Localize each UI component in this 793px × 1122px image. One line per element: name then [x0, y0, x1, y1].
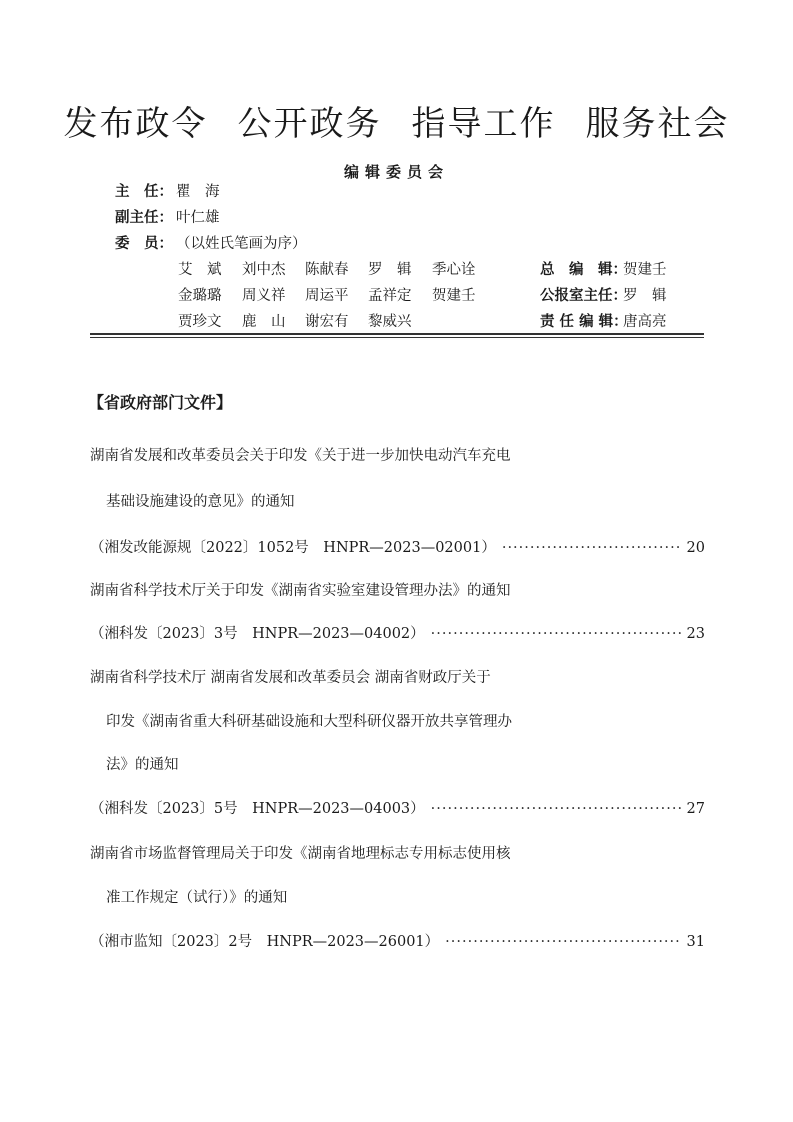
toc-entry-title[interactable]: 印发《湖南省重大科研基础设施和大型科研仪器开放共享管理办: [106, 714, 512, 730]
toc-entry-title[interactable]: 湖南省市场监督管理局关于印发《湖南省地理标志专用标志使用核: [90, 846, 511, 862]
member-name: 贺建壬: [432, 288, 476, 304]
member-name: 周运平: [305, 288, 349, 304]
motto-phrase: 发布政令: [63, 104, 208, 144]
member-name: 黎威兴: [368, 314, 412, 330]
chief-editor-name: 贺建壬: [623, 262, 667, 278]
toc-entry-number-line[interactable]: [90, 930, 705, 951]
member-name: 陈献春: [305, 262, 349, 278]
toc-entry-title[interactable]: 基础设施建设的意见》的通知: [106, 494, 295, 510]
responsible-editor-label: 责 任 编 辑：: [540, 314, 628, 330]
toc-doc-number: （湘科发〔2023〕5号 HNPR—2023—04003）: [90, 801, 425, 817]
toc-page-number: 20: [686, 540, 705, 556]
member-name: 金璐璐: [178, 288, 222, 304]
member-name: 季心诠: [432, 262, 476, 278]
responsible-editor-name: 唐高亮: [623, 314, 667, 330]
motto-phrase: 指导工作: [411, 104, 556, 144]
dot-leader: [502, 540, 681, 556]
masthead-motto: [0, 96, 793, 145]
divider-rule: [90, 337, 704, 338]
toc-doc-number: （湘科发〔2023〕3号 HNPR—2023—04002）: [90, 626, 425, 642]
deputy-director-label: 副主任：: [115, 210, 173, 226]
member-name: 艾 斌: [178, 262, 222, 278]
toc-entry-title[interactable]: 湖南省发展和改革委员会关于印发《关于进一步加快电动汽车充电: [90, 448, 511, 464]
member-name: 鹿 山: [242, 314, 286, 330]
director-name: 瞿 海: [176, 184, 220, 200]
gazette-office-director-name: 罗 辑: [623, 288, 667, 304]
dot-leader: [431, 801, 681, 817]
toc-entry-title[interactable]: 湖南省科学技术厅关于印发《湖南省实验室建设管理办法》的通知: [90, 583, 511, 599]
editorial-board-title: 编辑委员会: [343, 163, 449, 181]
section-title: 【省政府部门文件】: [88, 393, 233, 412]
member-name: 周义祥: [242, 288, 286, 304]
deputy-director-name: 叶仁雄: [176, 210, 220, 226]
toc-entry-title[interactable]: 湖南省科学技术厅 湖南省发展和改革委员会 湖南省财政厅关于: [90, 670, 491, 686]
toc-doc-number: （湘市监知〔2023〕2号 HNPR—2023—26001）: [90, 934, 440, 950]
toc-page-number: 23: [686, 626, 705, 642]
member-name: 刘中杰: [242, 262, 286, 278]
dot-leader: [431, 626, 681, 642]
director-label: 主 任：: [115, 184, 173, 200]
toc-entry-number-line[interactable]: [90, 797, 705, 818]
gazette-office-director-label: 公报室主任：: [540, 288, 627, 304]
member-name: 罗 辑: [368, 262, 412, 278]
toc-page-number: 27: [686, 801, 705, 817]
toc-entry-title[interactable]: 法》的通知: [106, 757, 179, 773]
toc-entry-number-line[interactable]: [90, 622, 705, 643]
dot-leader: [445, 934, 680, 950]
motto-phrase: 服务社会: [585, 104, 730, 144]
member-name: 贾珍文: [178, 314, 222, 330]
toc-doc-number: （湘发改能源规〔2022〕1052号 HNPR—2023—02001）: [90, 540, 496, 556]
toc-page-number: 31: [686, 934, 705, 950]
member-name: 孟祥定: [368, 288, 412, 304]
motto-phrase: 公开政务: [237, 104, 382, 144]
chief-editor-label: 总 编 辑：: [540, 262, 627, 278]
toc-entry-number-line[interactable]: [90, 536, 705, 557]
members-note: （以姓氏笔画为序）: [176, 236, 307, 252]
member-name: 谢宏有: [305, 314, 349, 330]
divider-rule: [90, 333, 704, 335]
toc-entry-title[interactable]: 准工作规定（试行）》的通知: [106, 890, 288, 906]
members-label: 委 员：: [115, 236, 173, 252]
